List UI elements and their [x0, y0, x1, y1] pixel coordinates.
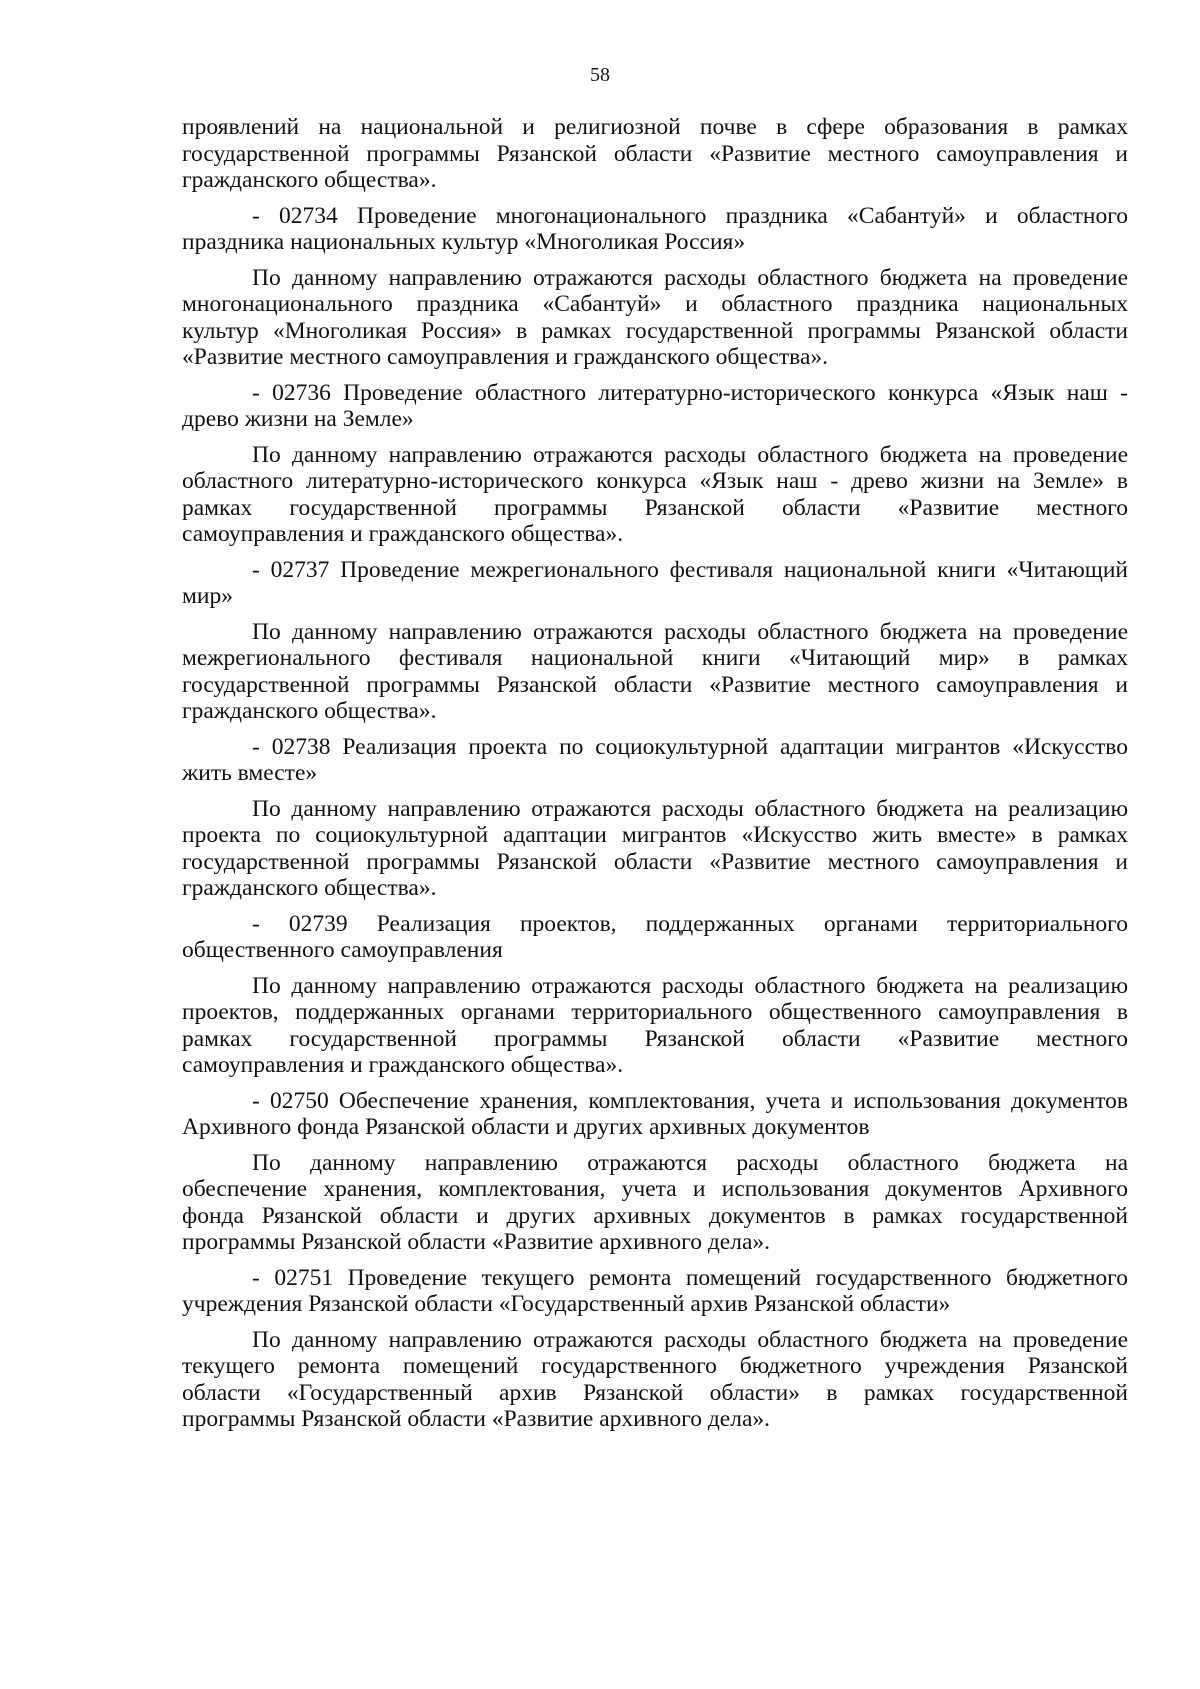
text-line: многонационального праздника «Сабантуй» и областного праздника национальных — [182, 291, 1128, 317]
text-line: праздника национальных культур «Многоликая Россия» — [182, 229, 746, 255]
budget-item-heading-02736 — [182, 380, 1128, 433]
budget-item-description-02739 — [182, 973, 1128, 1079]
text-line: учреждения Рязанской области «Государственный архив Рязанской области» — [182, 1291, 951, 1317]
text-line: общественного самоуправления — [182, 937, 503, 963]
text-line: - 02739 Реализация проектов, поддержанных органами территориального — [252, 910, 1128, 937]
text-line: Архивного фонда Рязанской области и других архивных документов — [182, 1114, 870, 1140]
text-line: «Развитие местного самоуправления и гражданского общества». — [182, 344, 829, 370]
text-line: По данному направлению отражаются расходы областного бюджета на проведение — [252, 441, 1128, 468]
text-line: текущего ремонта помещений государственного бюджетного учреждения Рязанской — [182, 1353, 1128, 1379]
budget-item-description-02750 — [182, 1150, 1128, 1256]
budget-item-heading-02750 — [182, 1088, 1128, 1141]
budget-item-description-02751 — [182, 1327, 1128, 1433]
text-line: По данному направлению отражаются расходы областного бюджета на проведение — [252, 264, 1128, 291]
text-line: древо жизни на Земле» — [182, 406, 414, 432]
text-line: программы Рязанской области «Развитие архивного дела». — [182, 1229, 770, 1255]
text-line: По данному направлению отражаются расходы областного бюджета на реализацию — [252, 795, 1128, 822]
budget-item-description-02736 — [182, 442, 1128, 548]
text-line: рамках государственной программы Рязанской области «Развитие местного — [182, 1025, 1128, 1052]
budget-item-heading-02734 — [182, 203, 1128, 256]
text-line: - 02738 Реализация проекта по социокультурной адаптации мигрантов «Искусство — [252, 733, 1128, 760]
text-line: рамках государственной программы Рязанской области «Развитие местного — [182, 494, 1128, 521]
text-line: мир» — [182, 583, 233, 609]
text-line: государственной программы Рязанской области «Развитие местного самоуправления и — [182, 671, 1128, 698]
budget-item-heading-02739 — [182, 911, 1128, 964]
text-line: самоуправления и гражданского общества». — [182, 1052, 624, 1078]
text-line: гражданского общества». — [182, 167, 437, 193]
text-line: самоуправления и гражданского общества». — [182, 521, 624, 547]
budget-item-description-02734 — [182, 265, 1128, 371]
text-line: межрегионального фестиваля национальной книги «Читающий мир» в рамках — [182, 645, 1128, 671]
text-line: обеспечение хранения, комплектования, учета и использования документов Архивного — [182, 1176, 1128, 1202]
text-line: государственной программы Рязанской области «Развитие местного самоуправления и — [182, 140, 1128, 167]
text-line: - 02734 Проведение многонационального праздника «Сабантуй» и областного — [252, 202, 1128, 229]
budget-item-description-02737 — [182, 619, 1128, 725]
text-line: фонда Рязанской области и других архивных документов в рамках государственной — [182, 1202, 1128, 1229]
text-line: - 02750 Обеспечение хранения, комплектования, учета и использования документов — [252, 1087, 1128, 1114]
text-line: - 02736 Проведение областного литературно-исторического конкурса «Язык наш - — [252, 379, 1128, 406]
text-line: По данному направлению отражаются расходы областного бюджета на проведение — [252, 1326, 1128, 1353]
text-line: По данному направлению отражаются расходы областного бюджета на — [252, 1149, 1128, 1176]
text-line: области «Государственный архив Рязанской области» в рамках государственной — [182, 1379, 1128, 1406]
text-line: культур «Многоликая Россия» в рамках государственной программы Рязанской области — [182, 317, 1128, 344]
page-number: 58 — [590, 64, 610, 86]
text-line: - 02751 Проведение текущего ремонта помещений государственного бюджетного — [252, 1264, 1128, 1291]
document-body — [182, 114, 1128, 1442]
paragraph-continuation — [182, 114, 1128, 194]
text-line: гражданского общества». — [182, 875, 437, 901]
text-line: областного литературно-исторического конкурса «Язык наш - древо жизни на Земле» в — [182, 468, 1128, 494]
budget-item-heading-02737 — [182, 557, 1128, 610]
budget-item-heading-02751 — [182, 1265, 1128, 1318]
budget-item-heading-02738 — [182, 734, 1128, 787]
text-line: проявлений на национальной и религиозной почве в сфере образования в рамках — [182, 114, 1128, 140]
text-line: проекта по социокультурной адаптации мигрантов «Искусство жить вместе» в рамках — [182, 822, 1128, 848]
text-line: программы Рязанской области «Развитие архивного дела». — [182, 1406, 770, 1432]
budget-item-description-02738 — [182, 796, 1128, 902]
text-line: По данному направлению отражаются расходы областного бюджета на реализацию — [252, 972, 1128, 999]
text-line: гражданского общества». — [182, 698, 437, 724]
text-line: жить вместе» — [182, 760, 318, 786]
text-line: проектов, поддержанных органами территориального общественного самоуправления в — [182, 999, 1128, 1025]
text-line: государственной программы Рязанской области «Развитие местного самоуправления и — [182, 848, 1128, 875]
text-line: По данному направлению отражаются расходы областного бюджета на проведение — [252, 618, 1128, 645]
text-line: - 02737 Проведение межрегионального фестиваля национальной книги «Читающий — [252, 556, 1128, 583]
